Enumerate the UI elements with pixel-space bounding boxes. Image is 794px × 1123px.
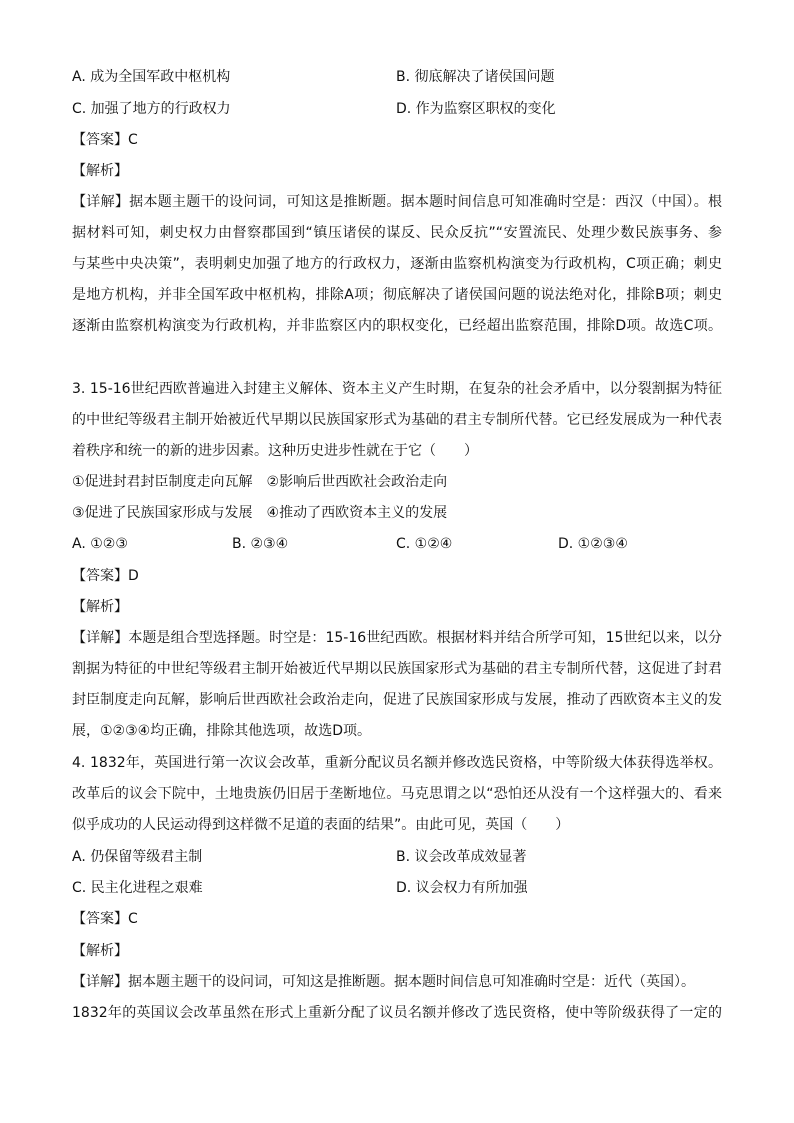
q3-stem-line: 3. 15-16世纪西欧普遍进入封建主义解体、资本主义产生时期，在复杂的社会矛盾中，以分裂割据为特征 — [72, 381, 722, 397]
q3-detail-line: 【详解】本题是组合型选择题。时空是：15-16世纪西欧。根据材料并结合所学可知，15世纪以来，以分 — [72, 630, 722, 646]
q4-analysis-text: 解析 — [86, 943, 114, 959]
q2-analysis-label: 【解析】 — [72, 163, 128, 179]
q2-detail-line: 逐渐由监察机构演变为行政机构，并非监察区内的职权变化，已经超出监察范围，排除D项。故选C项。 — [72, 318, 722, 334]
q4-detail-line: 【详解】据本题主题干的设问词，可知这是推断题。据本题时间信息可知准确时空是：近代（英国）。 — [72, 974, 695, 990]
q4-option-d: D. 议会权力有所加强 — [396, 880, 528, 896]
q4-option-c: C. 民主化进程之艰难 — [72, 880, 203, 896]
q3-detail-line: 展，①②③④均正确，排除其他选项，故选D项。 — [72, 723, 371, 739]
q4-stem-line: 4. 1832年，英国进行第一次议会改革，重新分配议员名额并修改选民资格，中等阶级大体获得选举权。 — [72, 755, 722, 771]
q2-detail-line: 【详解】据本题主题干的设问词，可知这是推断题。据本题时间信息可知准确时空是：西汉（中国）。根 — [72, 194, 722, 210]
q3-analysis-text: 解析 — [86, 599, 114, 615]
q4-stem-line: 似乎成功的人民运动得到这样微不足道的表面的结果”。由此可见，英国（ ） — [72, 817, 570, 833]
q3-detail-line: 割据为特征的中世纪等级君主制开始被近代早期以民族国家形式为基础的君主专制所代替，这促进了封君 — [72, 661, 722, 677]
q4-answer: 【答案】C — [72, 911, 138, 927]
q3-item-line: ①促进封君封臣制度走向瓦解 ②影响后世西欧社会政治走向 — [72, 474, 448, 490]
q3-detail-line: 封臣制度走向瓦解，影响后世西欧社会政治走向，促进了民族国家形成与发展，推动了西欧资本主义的发 — [72, 692, 722, 708]
q4-stem-line: 改革后的议会下院中，土地贵族仍旧居于垄断地位。马克思谓之以“恐怕还从没有一个这样强大的、看来 — [72, 786, 722, 802]
q3-item-line: ③促进了民族国家形成与发展 ④推动了西欧资本主义的发展 — [72, 505, 448, 521]
q2-option-b: B. 彻底解决了诸侯国问题 — [396, 69, 555, 85]
q2-detail-line: 与某些中央决策”，表明刺史加强了地方的行政权力，逐渐由监察机构演变为行政机构，C项正确；刺史 — [72, 256, 722, 272]
q3-stem-line: 的中世纪等级君主制开始被近代早期以民族国家形式为基础的君主专制所代替。它已经发展成为一种代表 — [72, 412, 722, 428]
q3-option-c: C. ①②④ — [396, 536, 453, 552]
q2-answer: 【答案】C — [72, 132, 138, 148]
q2-analysis-text: 解析 — [86, 163, 114, 179]
q2-option-d: D. 作为监察区职权的变化 — [396, 101, 556, 117]
q3-answer: 【答案】D — [72, 568, 139, 584]
q4-detail-line: 1832年的英国议会改革虽然在形式上重新分配了议员名额并修改了选民资格，使中等阶级获得了一定的 — [72, 1005, 722, 1021]
q2-detail-line: 是地方机构，并非全国军政中枢机构，排除A项；彻底解决了诸侯国问题的说法绝对化，排除B项；刺史 — [72, 287, 722, 303]
q2-option-a: A. 成为全国军政中枢机构 — [72, 69, 231, 85]
q4-option-a: A. 仍保留等级君主制 — [72, 849, 203, 865]
q2-detail-line: 据材料可知，刺史权力由督察郡国到“镇压诸侯的谋反、民众反抗”“安置流民、处理少数民族事务、参 — [72, 225, 722, 241]
q3-analysis-label: 【解析】 — [72, 599, 128, 615]
q3-option-a: A. ①②③ — [72, 536, 128, 552]
q3-stem-line: 着秩序和统一的新的进步因素。这种历史进步性就在于它（ ） — [72, 443, 478, 459]
q4-option-b: B. 议会改革成效显著 — [396, 849, 527, 865]
q2-option-c: C. 加强了地方的行政权力 — [72, 101, 231, 117]
q3-option-b: B. ②③④ — [232, 536, 289, 552]
q3-option-d: D. ①②③④ — [558, 536, 628, 552]
q4-analysis-label: 【解析】 — [72, 943, 128, 959]
